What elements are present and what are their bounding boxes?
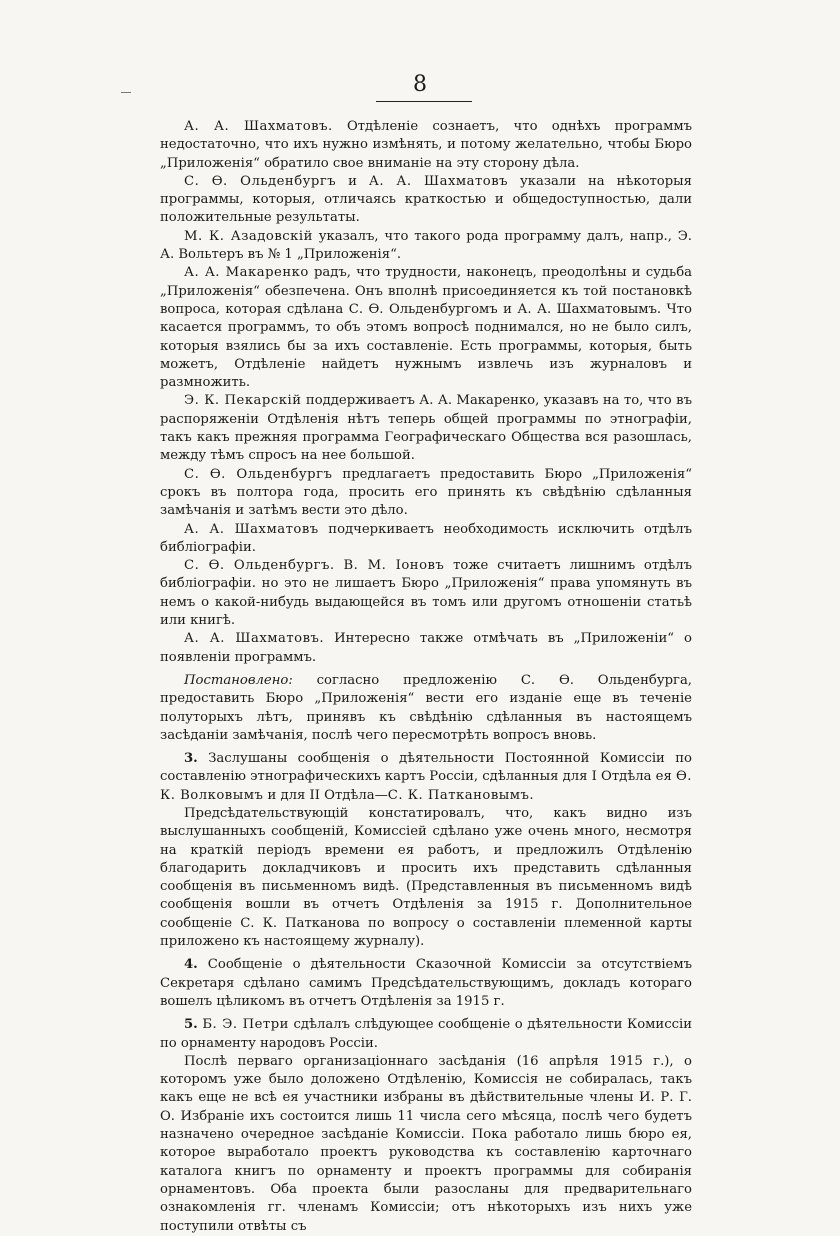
paragraph-text: радъ, что трудности, наконецъ, преодолѣны и судьба „Приложенія“ обезпечена. Онъ вполнѣ присоединяется къ той постановкѣ вопроса, которая сдѣлана С. Ѳ. Ольденбургомъ и А. А. Шахматовымъ. Что касается программъ, то объ этомъ вопросѣ поднимался, но не было силъ, которыя взялись бы за ихъ составленіе. Есть программы, которыя, быть можетъ, Отдѣленіе найдетъ нужнымъ извлечь изъ журналовъ и размножить. (160, 265, 692, 391)
paragraph-text: указали на нѣкоторыя программы, которыя, отличаясь краткостью и общедоступностью, дали положительные результаты. (160, 173, 692, 226)
document-body (160, 118, 692, 1236)
paragraph (160, 228, 692, 265)
speaker-name: С. Ѳ. Ольденбургъ (184, 173, 337, 189)
resolution-text: согласно предложенію С. Ѳ. Ольденбурга, предоставить Бюро „Приложенія“ вести его изданіе еще въ теченіе полуторыхъ лѣтъ, принявъ къ свѣдѣнію сдѣланныя въ настоящемъ засѣданіи замѣчанія, послѣ чего пересмотрѣть вопросъ вновь. (160, 672, 692, 743)
item-number: 4. (184, 957, 198, 973)
resolution-paragraph (160, 672, 692, 745)
item-text: Сообщеніе о дѣятельности Сказочной Комиссіи за отсутствіемъ Секретаря сдѣлано самимъ Предсѣдательствующимъ, докладъ котораго вошелъ цѣликомъ въ отчетъ Отдѣленія за 1915 г. (160, 957, 692, 1009)
paragraph-text: Интересно также отмѣчать въ „Приложеніи“ о появленіи программъ. (160, 631, 692, 665)
item-number: 5. (184, 1017, 198, 1033)
paragraph (160, 264, 692, 392)
paragraph (160, 118, 692, 173)
speaker-name: А. А. Шахматовъ (184, 521, 319, 537)
speaker-name: А. А. Шахматовъ. (184, 119, 333, 134)
item-text: и для II Отдѣла— (263, 787, 388, 803)
paragraph-text: подчеркиваетъ необходимость исключить отдѣлъ библіографіи. (160, 521, 692, 555)
paragraph-text: поддерживаетъ А. А. Макаренко, указавъ на то, что въ распоряженіи Отдѣленія нѣтъ теперь общей программы по этнографіи, такъ какъ прежняя программа Географическаго Общества вся разошлась, между тѣмъ спросъ на нее большой. (160, 393, 692, 464)
item-3-continuation: Предсѣдательствующій констатировалъ, что, какъ видно изъ выслушанныхъ сообщеній, Комиссіей сдѣлано уже очень много, несмотря на краткій періодъ времени ея работъ, и предложилъ Отдѣленію благодарить докладчиковъ и просить ихъ представить сдѣланныя сообщенія въ письменномъ видѣ. (Представленныя въ письменномъ видѣ сообщенія вошли въ отчетъ Отдѣленія за 1915 г. Дополнительное сообщеніе С. К. Патканова по вопросу о составленіи племенной карты приложено къ настоящему журналу). (160, 805, 692, 950)
speaker-name: С. К. Паткановымъ (387, 787, 530, 803)
item-5-continuation: Послѣ перваго организаціоннаго засѣданія (16 апрѣля 1915 г.), о которомъ уже было доложено Отдѣленію, Комиссія не собиралась, такъ какъ еще не всѣ ея участники избраны въ дѣйствительные члены И. Р. Г. О. Избраніе ихъ состоится лишь 11 числа сего мѣсяца, послѣ чего будетъ назначено очередное засѣданіе Комиссіи. Пока работало лишь бюро ея, которое выработало проектъ руководства къ составленію карточнаго каталога книгъ по орнаменту и проектъ программы для собиранія орнаментовъ. Оба проекта были разосланы для предварительнаго ознакомленія гг. членамъ Комиссіи; отъ нѣкоторыхъ изъ нихъ уже поступили отвѣты съ (160, 1053, 692, 1234)
item-3 (160, 750, 692, 805)
item-text: . (529, 787, 534, 803)
speaker-name: Б. Э. Петри (202, 1017, 289, 1033)
item-number: 3. (184, 751, 198, 767)
paragraph-text: и (336, 173, 369, 189)
paragraph-text: предлагаетъ предоставить Бюро „Приложенія“ срокъ въ полтора года, просить его принять къ свѣдѣнію сдѣланныя замѣчанія и затѣмъ вести это дѣло. (160, 466, 692, 519)
speaker-name: Ѳ. К. Волковымъ (160, 769, 692, 803)
speaker-name: С. Ѳ. Ольденбургъ. (184, 558, 335, 574)
item-5 (160, 1016, 692, 1053)
speaker-name: Э. К. Пекарскій (184, 393, 302, 409)
item-4 (160, 956, 692, 1011)
item-text: сдѣлалъ слѣдующее сообщеніе о дѣятельности Комиссіи по орнаменту народовъ Россіи. (160, 1017, 692, 1051)
page-number: 8 (413, 72, 427, 97)
paragraph-text: Отдѣленіе сознаетъ, что однѣхъ программъ недостаточно, что ихъ нужно измѣнять, и потому желательно, чтобы Бюро „Приложенія“ обратило свое вниманіе на эту сторону дѣла. (160, 119, 693, 171)
header-rule (376, 101, 472, 102)
paragraph-text: указалъ, что такого рода программу далъ, напр., Э. А. Вольтеръ въ № 1 „Приложенія“. (160, 228, 693, 263)
paragraph-text: тоже считаетъ лишнимъ отдѣлъ библіографіи. но это не лишаетъ Бюро „Приложенія“ права упомянуть въ немъ о какой-нибудь выдающейся въ томъ или другомъ отношеніи статьѣ или книгѣ. (160, 558, 692, 629)
paragraph (160, 392, 692, 465)
speaker-name: В. М. Іоновъ (343, 558, 445, 574)
speaker-name: М. К. Азадовскій (184, 228, 313, 244)
paragraph (160, 521, 692, 558)
speaker-name: С. Ѳ. Ольденбургъ (184, 466, 333, 482)
speaker-name: А. А. Макаренко (184, 265, 309, 281)
item-text: Заслушаны сообщенія о дѣятельности Постоянной Комиссіи по составленію этнографическихъ картъ Россіи, сдѣланныя для I Отдѣла ея (160, 751, 692, 785)
speaker-name: А. А. Шахматовъ. (184, 631, 325, 647)
paragraph (160, 557, 692, 630)
speaker-name: А. А. Шахматовъ (368, 173, 509, 189)
paragraph (160, 173, 692, 228)
paragraph (160, 466, 692, 521)
resolution-label: Постановлено: (184, 672, 293, 688)
paragraph (160, 630, 692, 667)
